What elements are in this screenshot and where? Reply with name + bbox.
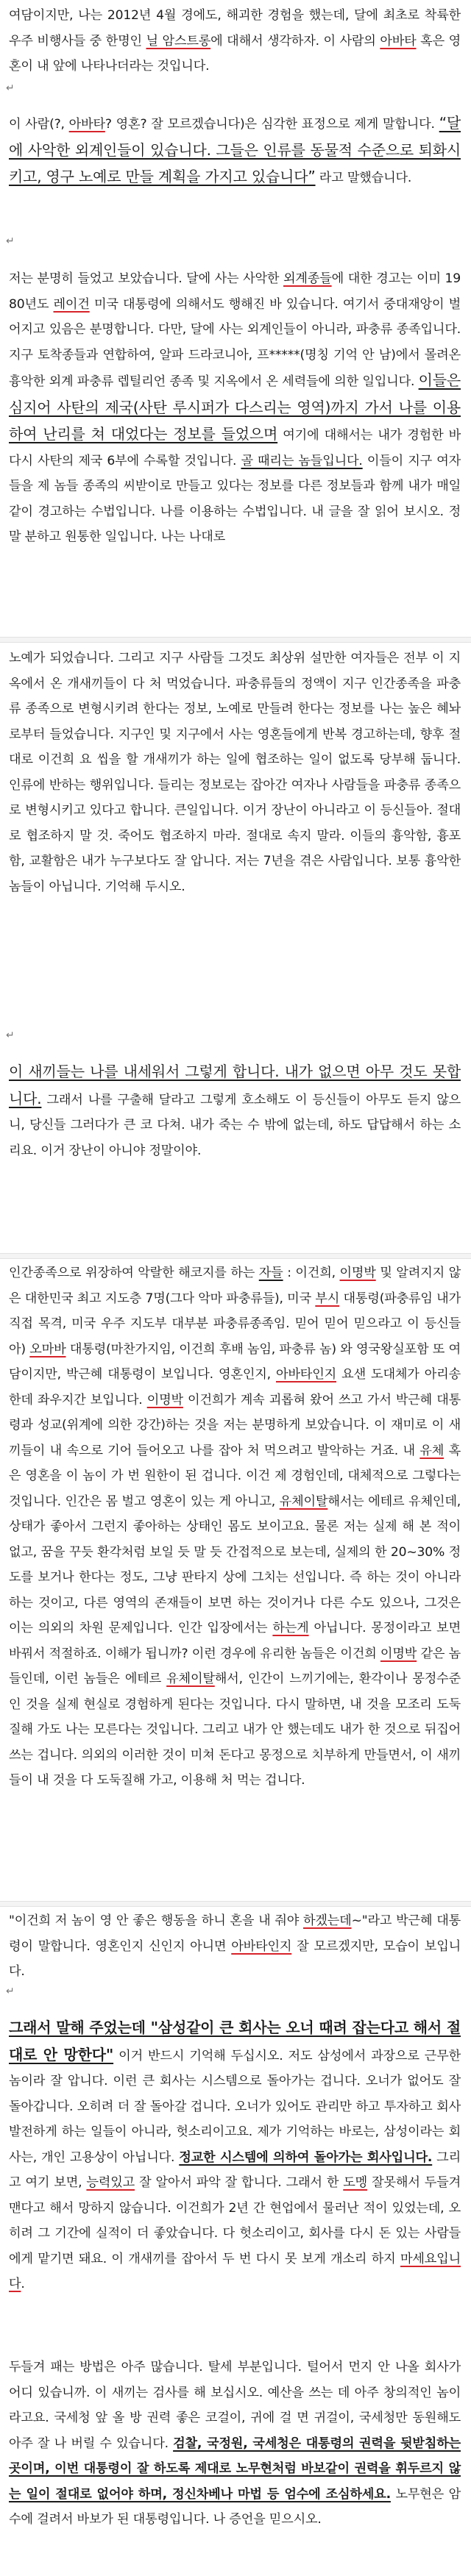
emphasized-text: 부시 [315,1291,340,1306]
text-run: 대통령(파충류임 내가 직접 목격, 미국 우주 지도부 대부분 파충류종족임. 믿어 믿어 믿으라고 이 등신들아) [9,1291,461,1357]
emphasized-text: 마세요입니다 [9,2251,461,2291]
emphasized-text: 하겠는데 [302,1913,352,1928]
emphasized-text: 외계종들 [283,271,332,286]
paragraph-mark: ↵ [6,82,15,94]
text-run: ? 영혼? 잘 모르겠습니다)은 심각한 표정으로 제게 말합니다. [105,117,439,132]
emphasized-text: 이들은 심지어 사탄의 제국(사탄 루시퍼가 다스리는 영역)까지 가서 나를 이용하여 난리를 쳐 대었다는 정보를 들었으며 [9,371,461,443]
text-run: 에 대한 경고는 이미 1980년도 [9,271,461,312]
text-run: 그리고 여기 보면, [9,2149,461,2190]
text-run: 요샌 도대체가 아리송한데 좌우지간 보입니다. [9,1367,461,1407]
page-separator [0,1901,471,1907]
emphasized-text: “달에 사악한 외계인들이 있습니다. 그들은 인류를 동물적 수준으로 퇴화시키고, 영구 노예로 만들 계획을 가지고 있습니다” [9,114,461,185]
text-run: 잘 알아서 파악 잘 합니다. 그래서 한 [135,2175,344,2190]
text-run: 여기에 대해서는 내가 경험한 바 다시 사탄의 제국 6부에 수록할 것입니다. [9,428,461,468]
emphasized-text: 하는게 [272,1621,309,1635]
page-separator [0,637,471,643]
text-run: 및 알려지지 않은 대한민국 최고 지도층 7명(그다 악마 파충류들), 미국 [9,1266,461,1306]
text-run: 라고 말했습니다. [315,171,412,185]
paragraph-4 [9,646,461,899]
emphasized-text: 유체이탈 [166,1671,215,1686]
text-run: 이건희가 계속 괴롭혀 왔어 쓰고 가서 박근혜 대통령과 성교(위계에 의한 강간)하는 것을 저는 분명하게 보았습니다. 이 재미로 이 새끼들이 내 속으로 기어 들어오고 나를 잡아 처 먹으려고 발악하는 거죠. 내 [9,1392,461,1458]
paragraph-8 [9,2015,461,2297]
text-run: 이들이 지구 여자들을 제 놈들 종족의 씨받이로 만들고 있다는 정보를 다른 정보들과 함께 내가 매일 같이 경고하는 수법입니다. 나를 이용하는 수법입니다. 내 글을 잘 읽어 보시오. 정말 분하고 원통한 일입니다. 나는 나대로 [9,453,461,544]
emphasized-text: 검찰, 국정원, 국세청은 대통령의 권력을 뒷받침하는 곳이며, 이번 대통령이 잘 하도록 제대로 노무현처럼 바보같이 권력을 휘두르지 않는 일이 절대로 없어야 하며, 정신차베나 마법 등 엄수에 조심하세요. [9,2436,461,2502]
emphasized-text: 이명박 [146,1392,183,1407]
emphasized-text: 이명박 [339,1266,376,1280]
emphasized-text: 골 때리는 놈들입니다. [241,453,363,468]
text-run: 인간종족으로 위장하여 악랄한 해코지를 하는 [9,1266,259,1280]
text-run: 잘못해서 두들겨 맨다고 해서 망하지 않습니다. 이건희가 2년 간 현업에서 물러난 적이 있었는데, 오히려 그 기간에 실적이 더 좋았습니다. 다 헛소리이고, 회사를 다시 돈 있는 사람들에게 맡기면 돼요. 이 개새끼를 잡아서 두 번 다시 못 보게 개소리 하지 [9,2175,461,2266]
emphasized-text: 정교한 시스템에 의하여 돌아가는 회사입니다. [179,2149,433,2165]
text-run: 두들겨 패는 방법은 아주 많습니다. 탈세 부분입니다. 털어서 먼지 안 나올 회사가 어디 있습니까. 이 새끼는 검사를 해 보십시오. 예산을 쓰는 데 아주 창의적인 놈이라고요. 국세청 앞 올 방 권력 좋은 코걸이, 귀에 걸 면 귀걸이, 국세청만 동원해도 아주 잘 나 버릴 수 있습니다. [9,2360,461,2451]
emphasized-text: 유체 [419,1443,445,1458]
emphasized-text: 이명박 [380,1646,417,1661]
paragraph-9 [9,2355,461,2533]
text-run: ~"라고 박근혜 대통령이 말합니다. 영혼인지 신인지 아니면 [9,1913,461,1954]
page-separator [0,1253,471,1259]
text-run: "이건희 저 놈이 영 안 좋은 행동을 하니 혼을 내 줘야 [9,1913,303,1928]
text-run: 미국 대통령에 의해서도 행해진 바 있습니다. 여기서 중대재앙이 벌어지고 있음은 분명합니다. 다만, 달에 사는 외계인들이 아니라, 파충류 종족입니다. 지구 토착종들과 연합하여, 알파 드라코니아, 프*****(명칭 기억 안 남)에서 몰려온 흉악한 외계 파충류 렙틸리언 종족 및 지옥에서 온 세력들에 의한 일입니다. [9,296,461,389]
text-run: 에 대해서 생각하자. 이 사람의 [210,33,380,49]
paragraph-mark: ↵ [6,235,15,247]
text-run: 이 사람(?, [9,117,69,132]
paragraph-3 [9,266,461,550]
text-run: 저는 분명히 들었고 보았습니다. 달에 사는 사악한 [9,271,284,286]
emphasized-text: 아바타 [380,33,417,49]
emphasized-text: 유체이탈 [279,1494,328,1509]
emphasized-text: 닐 암스트롱 [146,33,211,49]
text-run: . [21,2277,25,2291]
emphasized-text: 이 새끼들는 나를 내세워서 그렇게 합니다. 내가 없으면 아무 것도 못합니다. [9,1063,461,1107]
text-run: 해서는 에테르 유체인데, 상태가 좋아서 그런지 좋아하는 상태인 몸도 보이고요. 물론 저는 실제 해 본 적이 없고, 꿈을 꾸듯 환각처럼 보일 듯 말 듯 간접적으로 보는데, 실제의 한 20~30% 정도를 보거나 한다는 정도, 그냥 판타지 상에 그치는 선입니다. 즉 하는 것이 아니라 하는 것이고, 다른 영역의 존재들이 보면 하는 것이거나 다른 수도 있으나, 그것은 이는 의외의 차원 문제입니다. 인간 입장에서는 [9,1494,461,1635]
paragraph-mark: ↵ [6,1030,15,1041]
text-run: 해서, 인간이 느끼기에는, 환각이나 몽정수준인 것을 실제 현실로 경험하게 된다는 것입니다. 다시 말하면, 내 것을 모조리 도둑질해 가도 나는 모른다는 것입니다. 그리고 내가 안 했는데도 내가 한 것으로 뒤집어 쓰는 겁니다. 의외의 이러한 것이 미쳐 돈다고 몽정으로 치부하게 만들면서, 이 새끼들이 내 것을 다 도둑질해 가고, 이용해 처 먹는 겁니다. [9,1671,461,1788]
paragraph-mark: ↵ [6,1985,15,1997]
text-run: 여담이지만, 나는 2012년 4월 경에도, 해괴한 경험을 했는데, 달에 최초로 착륙한 우주 비행사들 중 한명인 [9,8,461,49]
emphasized-text: 그래서 말해 주었는데 "삼성같이 큰 회사는 오너 때려 잡는다고 해서 절대로 안 망한다" [9,2019,461,2063]
text-run: 같은 놈들인데, 이런 놈들은 에테르 [9,1646,461,1686]
paragraph-7 [9,1908,461,1985]
emphasized-text: 아바타 [68,117,105,132]
emphasized-text: 레이건 [53,296,90,312]
text-run: 잘 모르겠지만, 모습이 보입니다. [9,1938,461,1979]
text-run: 아닙니다. 몽정이라고 보면 바꿔서 적절하죠. 이해가 됩니까? 이런 경우에 유리한 놈들은 이건희 [9,1621,461,1661]
emphasized-text: 능력있고 [86,2175,135,2190]
text-run: 혹은 영혼이 내 앞에 나타나더라는 것입니다. [9,33,461,74]
emphasized-text: 오마바 [29,1341,66,1357]
emphasized-text: 자들 [258,1266,283,1280]
text-run: 대통령(마찬가지임, 이건희 후배 놈임, 파충류 놈) 와 영국왕실포함 또 여담이지만, 박근혜 대통령이 보입니다. 영혼인지, [9,1341,461,1382]
emphasized-text: 아바타인지 [276,1367,337,1382]
paragraph-2 [9,110,461,191]
emphasized-text: 도멩 [343,2175,368,2190]
paragraph-5 [9,1059,461,1163]
text-run: 노예가 되었습니다. 그리고 지구 사람들 그것도 최상위 설만한 여자들은 전부 이 지옥에서 온 개새끼들이 다 처 먹었습니다. 파충류들의 정액이 지구 인간종족을 파충류 종족으로 변형시키려 한다는 정보, 노예로 만들려 한다는 정보를 나는 높은 혜놔로부터 들었습니다. 지구인 및 지구에서 사는 영혼들에게 반복 경고하는데, 향후 절대로 이건희 요 씹을 할 개새끼가 하는 일에 협조하는 일이 없도록 당부해 둡니다. 인류에 반하는 행위입니다. 들리는 정보로는 잡아간 여자나 사람들을 파충류 종족으로 변형시키고 있다고 합니다. 큰일입니다. 이거 장난이 아니라고 이 등신들아. 절대로 협조하지 말 것. 죽어도 협조하지 마라. 절대로 속지 말라. 이들의 흉악함, 흉포함, 교활함은 내가 누구보다도 잘 압니다. 저는 7년을 겪은 사람입니다. 보통 흉악한 놈들이 아닙니다. 기억해 두시오. [9,651,461,894]
text-run: 노무현은 암수에 걸려서 바보가 된 대통령입니다. 나 증언을 믿으시오. [9,2486,461,2527]
paragraph-6 [9,1260,461,1794]
text-run: 그래서 나를 구출해 달라고 그렇게 호소해도 이 등신들이 아무도 듣지 않으니, 당신들 그러다가 큰 코 다쳐. 내가 죽는 수 밖에 없는데, 하도 답답해서 하는 소리요. 이거 장난이 아니야 정말이야. [9,1092,461,1158]
text-run: : 이건희, [283,1266,340,1280]
emphasized-text: 아바타인지 [231,1938,292,1954]
text-run: 이거 반드시 기억해 두십시오. 저도 삼성에서 과장으로 근무한 놈이라 잘 압니다. 이런 큰 회사는 시스템으로 돌아가는 겁니다. 오너가 없어도 잘 돌아갑니다. 오히려 더 잘 돌아갈 겁니다. 오너가 있어도 관리만 하고 투자하고 회사 발전하게 하는 일들이 아니라, 헛소리이고요. 제가 기억하는 바로는, 삼성이라는 회사는, 개인 고용상이 아닙니다. [9,2048,461,2165]
paragraph-1 [9,3,461,79]
text-run: 혹은 영혼을 이 놈이 가 번 원한이 된 겁니다. 이건 제 경험인데, 대체적으로 그렇다는 것입니다. 인간은 몸 벌고 영혼이 있는 게 아니고, [9,1443,461,1509]
